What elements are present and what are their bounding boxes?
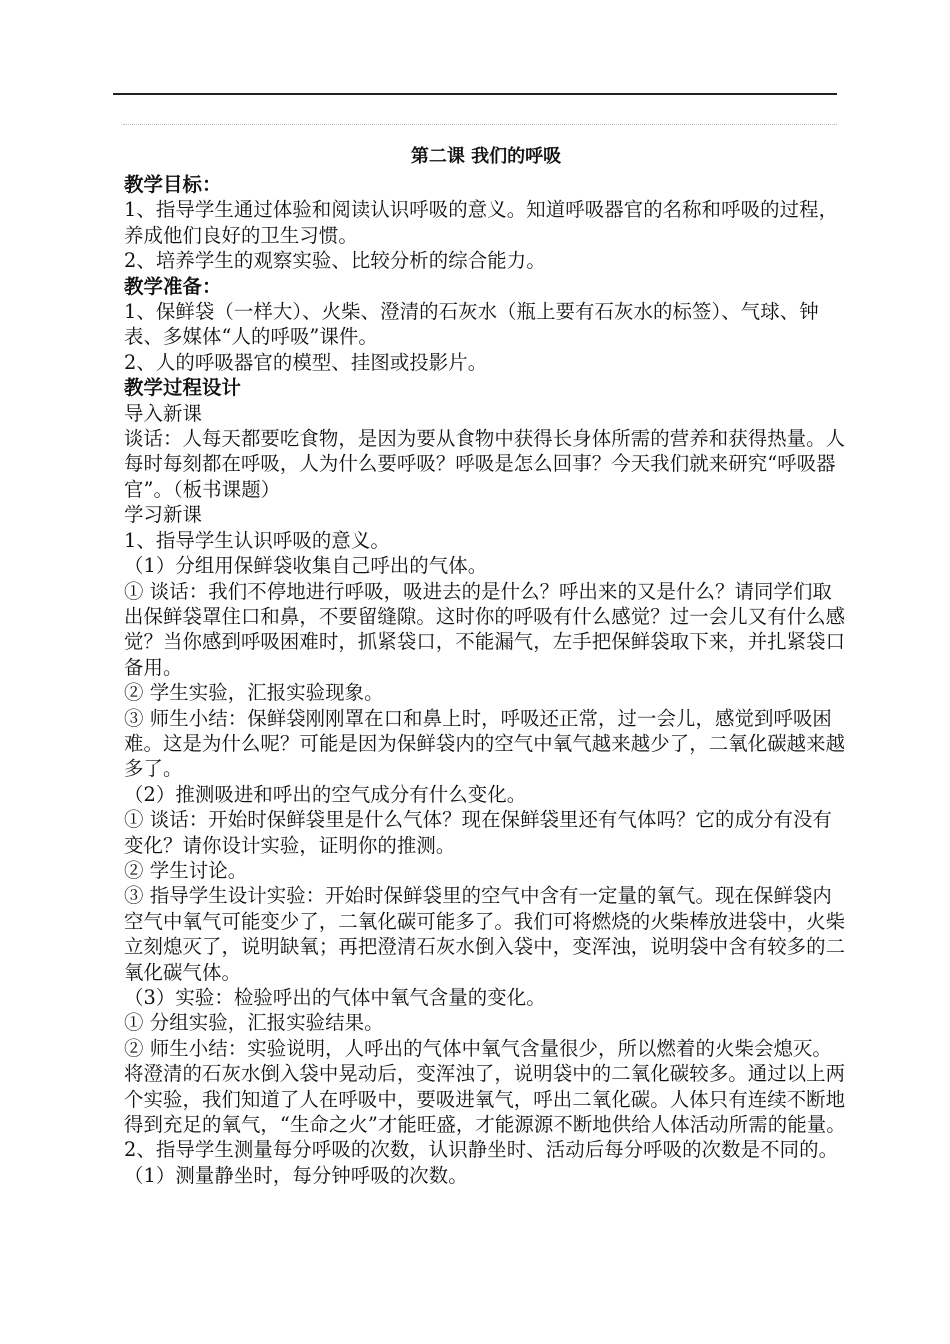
section-heading: 教学过程设计 xyxy=(124,376,241,400)
page-title: 第二课 我们的呼吸 xyxy=(410,146,562,167)
paragraph: 谈话：人每天都要吃食物，是因为要从食物中获得长身体所需的营养和获得热量。人每时每刻都在呼吸，人为什么要呼吸？呼吸是怎么回事？今天我们就来研究“呼吸器官”。（板书课题） xyxy=(124,427,846,501)
paragraph: （3）实验：检验呼出的气体中氧气含量的变化。 xyxy=(124,986,546,1009)
paragraph: ③ 指导学生设计实验：开始时保鲜袋里的空气中含有一定量的氧气。现在保鲜袋内空气中氧气可能变少了，二氧化碳可能多了。我们可将燃烧的火柴棒放进袋中，火柴立刻熄灭了，说明缺氧；再把澄清石灰水倒入袋中，变浑浊，说明袋中含有较多的二氧化碳气体。 xyxy=(124,884,846,984)
paragraph: 1、保鲜袋（一样大）、火柴、澄清的石灰水（瓶上要有石灰水的标签）、气球、钟表、多媒体“人的呼吸”课件。 xyxy=(124,300,819,349)
paragraph: 学习新课 xyxy=(124,503,202,527)
paragraph: 2、人的呼吸器官的模型、挂图或投影片。 xyxy=(124,350,488,374)
paragraph: ③ 师生小结：保鲜袋刚刚罩在口和鼻上时，呼吸还正常，过一会儿，感觉到呼吸困难。这是为什么呢？可能是因为保鲜袋内的空气中氧气越来越少了，二氧化碳越来越多了。 xyxy=(124,706,846,781)
paragraph: ② 学生讨论。 xyxy=(124,858,248,882)
paragraph: ① 谈话：我们不停地进行呼吸，吸进去的是什么？呼出来的又是什么？请同学们取出保鲜袋罩住口和鼻，不要留缝隙。这时你的呼吸有什么感觉？过一会儿又有什么感觉？当你感到呼吸困难时，抓紧袋口，不能漏气，左手把保鲜袋取下来，并扎紧袋口备用。 xyxy=(124,579,846,679)
paragraph: 2、培养学生的观察实验、比较分析的综合能力。 xyxy=(124,249,546,273)
paragraph: ② 师生小结：实验说明，人呼出的气体中氧气含量很少，所以燃着的火柴会熄灭。将澄清的石灰水倒入袋中晃动后，变浑浊了，说明袋中的二氧化碳较多。通过以上两个实验，我们知道了人在呼吸中，要吸进氧气，呼出二氧化碳。人体只有连续不断地得到充足的氧气，“生命之火”才能旺盛，才能源源不断地供给人体活动所需的能量。 xyxy=(124,1036,846,1137)
paragraph: 2、指导学生测量每分呼吸的次数，认识静坐时、活动后每分呼吸的次数是不同的。 xyxy=(124,1138,839,1162)
paragraph: ① 分组实验，汇报实验结果。 xyxy=(124,1011,384,1035)
paragraph: （1）分组用保鲜袋收集自己呼出的气体。 xyxy=(124,554,488,578)
paragraph: （2）推测吸进和呼出的空气成分有什么变化。 xyxy=(124,782,527,806)
paragraph: 导入新课 xyxy=(124,401,202,425)
section-heading: 教学目标： xyxy=(124,173,222,196)
paragraph: （1）测量静坐时，每分钟呼吸的次数。 xyxy=(124,1163,468,1187)
document-body xyxy=(124,142,848,1188)
header-dotted-rule xyxy=(123,124,837,125)
paragraph: ① 谈话：开始时保鲜袋里是什么气体？现在保鲜袋里还有气体吗？它的成分有没有变化？请你设计实验，证明你的推测。 xyxy=(124,808,832,857)
paragraph: 1、指导学生通过体验和阅读认识呼吸的意义。知道呼吸器官的名称和呼吸的过程，养成他们良好的卫生习惯。 xyxy=(124,198,839,247)
paragraph: ② 学生实验，汇报实验现象。 xyxy=(124,681,384,705)
document-lines xyxy=(124,172,848,1188)
section-heading: 教学准备： xyxy=(124,274,222,298)
paragraph: 1、指导学生认识呼吸的意义。 xyxy=(124,528,390,552)
header-rule xyxy=(113,93,837,95)
